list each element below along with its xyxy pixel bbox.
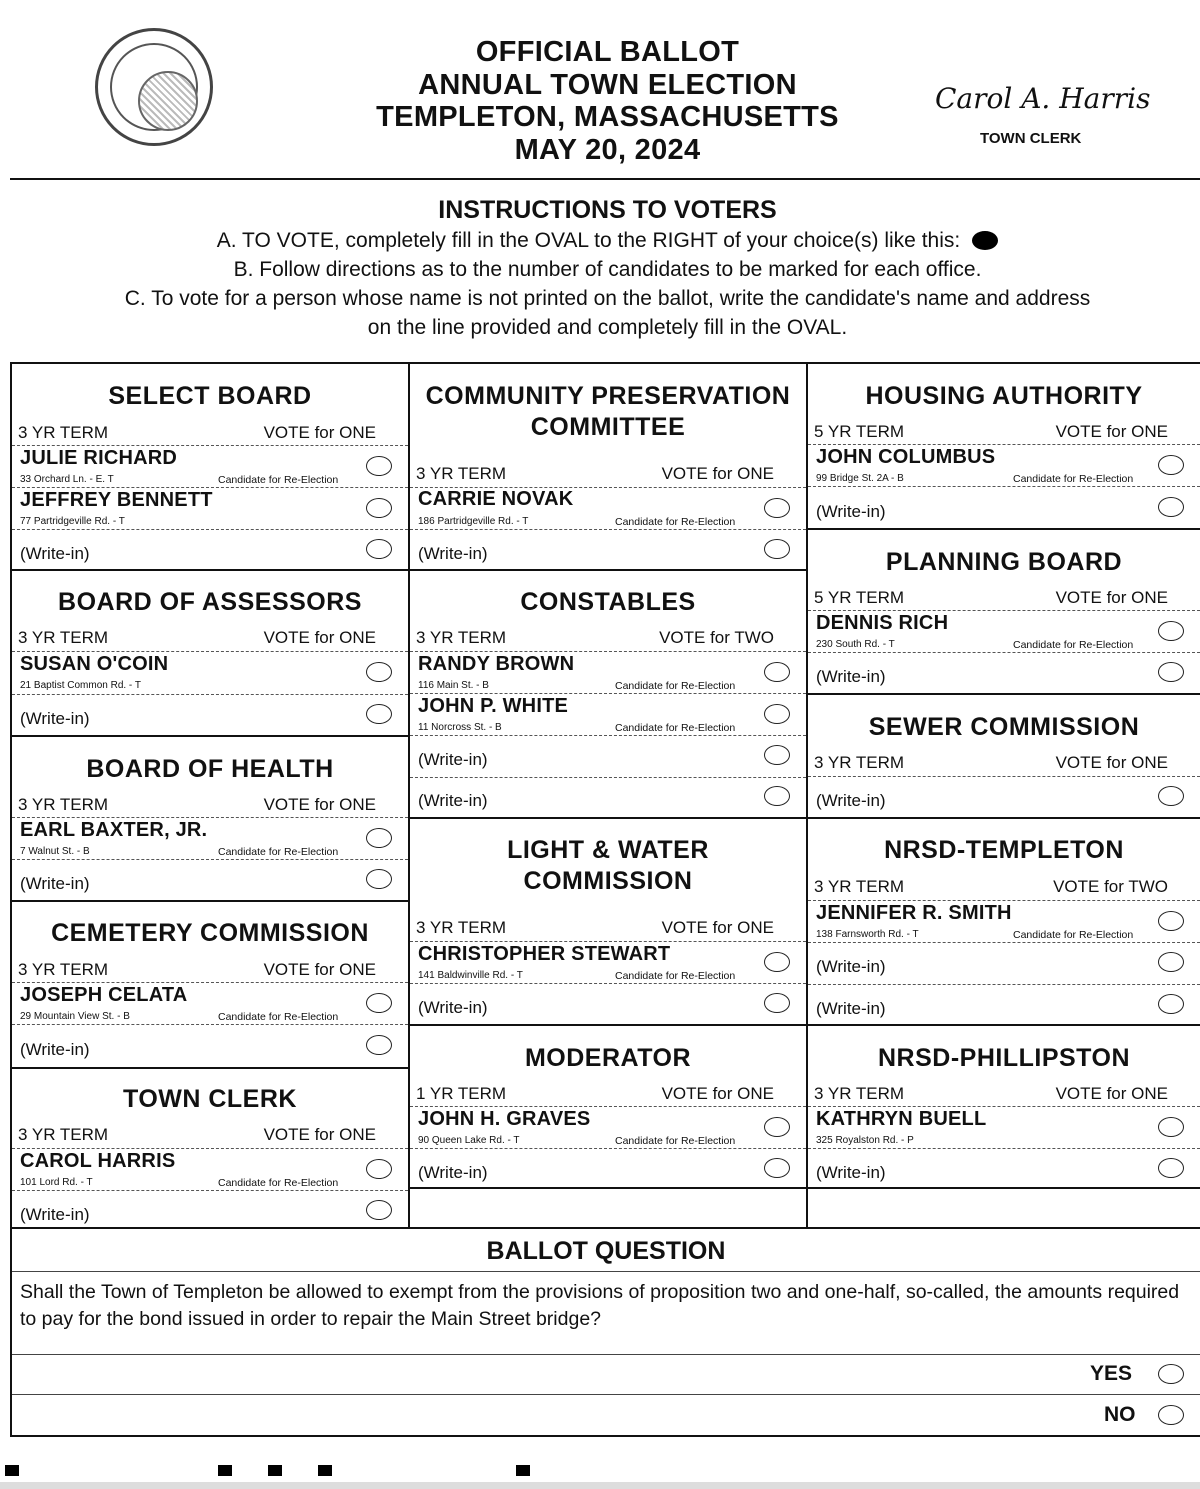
clerk-signature: Carol A. Harris bbox=[935, 82, 1151, 115]
instruction-c: C. To vote for a person whose name is not printed on the ballot, write the candidate's name and address bbox=[124, 287, 1091, 310]
yes-label: YES bbox=[1090, 1362, 1133, 1385]
write-in-oval[interactable] bbox=[1158, 1158, 1184, 1178]
term-label: 3 YR TERM bbox=[18, 960, 109, 979]
reelection-note: Candidate for Re-Election bbox=[615, 970, 736, 982]
office-light-water-commission bbox=[410, 819, 806, 1026]
vote-oval[interactable] bbox=[366, 993, 392, 1013]
office-title: BOARD OF ASSESSORS bbox=[58, 588, 362, 616]
candidate-address: 33 Orchard Ln. - E. T bbox=[20, 474, 114, 485]
office-title-cont: COMMITTEE bbox=[530, 413, 686, 441]
write-in-label[interactable]: (Write-in) bbox=[20, 709, 90, 728]
ballot-question bbox=[10, 1227, 1200, 1437]
write-in-label[interactable]: (Write-in) bbox=[418, 791, 488, 810]
ballot-header bbox=[0, 0, 1200, 180]
vote-count: VOTE for ONE bbox=[661, 918, 774, 937]
vote-count: VOTE for ONE bbox=[263, 795, 376, 814]
vote-oval[interactable] bbox=[764, 952, 790, 972]
office-moderator bbox=[410, 1026, 806, 1189]
vote-oval[interactable] bbox=[1158, 621, 1184, 641]
write-in-label[interactable]: (Write-in) bbox=[418, 544, 488, 563]
reelection-note: Candidate for Re-Election bbox=[1013, 929, 1134, 941]
write-in-label[interactable]: (Write-in) bbox=[20, 1205, 90, 1224]
candidate-name: SUSAN O'COIN bbox=[20, 653, 169, 675]
office-sewer-commission bbox=[808, 695, 1200, 819]
write-in-label[interactable]: (Write-in) bbox=[816, 999, 886, 1018]
term-label: 3 YR TERM bbox=[18, 423, 109, 442]
term-label: 3 YR TERM bbox=[18, 795, 109, 814]
office-cemetery-commission bbox=[12, 902, 408, 1069]
reelection-note: Candidate for Re-Election bbox=[218, 474, 339, 486]
vote-count: VOTE for ONE bbox=[1055, 422, 1168, 441]
reelection-note: Candidate for Re-Election bbox=[1013, 473, 1134, 485]
candidate-name: EARL BAXTER, JR. bbox=[20, 819, 208, 841]
ballot-title bbox=[330, 36, 885, 166]
candidate-name: KATHRYN BUELL bbox=[816, 1108, 987, 1130]
vote-oval[interactable] bbox=[764, 1117, 790, 1137]
write-in-oval[interactable] bbox=[366, 704, 392, 724]
office-board-of-assessors bbox=[12, 571, 408, 737]
vote-count: VOTE for ONE bbox=[263, 1125, 376, 1144]
timing-mark bbox=[516, 1465, 530, 1476]
candidate-address: 116 Main St. - B bbox=[418, 680, 489, 691]
office-community-preservation-committee bbox=[410, 364, 806, 571]
header-divider bbox=[10, 178, 1200, 180]
vote-count: VOTE for ONE bbox=[263, 628, 376, 647]
vote-oval[interactable] bbox=[366, 498, 392, 518]
vote-count: VOTE for ONE bbox=[263, 423, 376, 442]
reelection-note: Candidate for Re-Election bbox=[615, 680, 736, 692]
vote-oval[interactable] bbox=[366, 1159, 392, 1179]
office-town-clerk bbox=[12, 1069, 408, 1231]
candidate-address: 230 South Rd. - T bbox=[816, 639, 895, 650]
vote-oval[interactable] bbox=[764, 704, 790, 724]
write-in-label[interactable]: (Write-in) bbox=[816, 667, 886, 686]
vote-count: VOTE for TWO bbox=[659, 628, 774, 647]
write-in-oval[interactable] bbox=[1158, 662, 1184, 682]
yes-oval[interactable] bbox=[1158, 1364, 1184, 1384]
write-in-oval[interactable] bbox=[764, 993, 790, 1013]
vote-oval[interactable] bbox=[366, 456, 392, 476]
reelection-note: Candidate for Re-Election bbox=[218, 1011, 339, 1023]
candidate-address: 90 Queen Lake Rd. - T bbox=[418, 1135, 520, 1146]
title-line: OFFICIAL BALLOT bbox=[475, 36, 740, 68]
write-in-oval[interactable] bbox=[1158, 497, 1184, 517]
write-in-label[interactable]: (Write-in) bbox=[816, 957, 886, 976]
office-title: HOUSING AUTHORITY bbox=[865, 382, 1143, 410]
candidate-name: CARRIE NOVAK bbox=[418, 488, 574, 510]
reelection-note: Candidate for Re-Election bbox=[615, 516, 736, 528]
vote-count: VOTE for ONE bbox=[1055, 588, 1168, 607]
candidate-name: RANDY BROWN bbox=[418, 653, 575, 675]
term-label: 3 YR TERM bbox=[814, 1084, 905, 1103]
vote-count: VOTE for ONE bbox=[661, 464, 774, 483]
term-label: 3 YR TERM bbox=[814, 753, 905, 772]
reelection-note: Candidate for Re-Election bbox=[1013, 639, 1134, 651]
term-label: 3 YR TERM bbox=[416, 918, 507, 937]
candidate-address: 138 Farnsworth Rd. - T bbox=[816, 929, 919, 940]
term-label: 3 YR TERM bbox=[416, 628, 507, 647]
write-in-label[interactable]: (Write-in) bbox=[816, 502, 886, 521]
term-label: 3 YR TERM bbox=[416, 464, 507, 483]
candidate-name: JOSEPH CELATA bbox=[20, 984, 188, 1006]
write-in-label[interactable]: (Write-in) bbox=[418, 998, 488, 1017]
ballot-column-3 bbox=[806, 362, 1200, 1187]
ballot-column-2 bbox=[408, 362, 808, 1229]
office-select-board bbox=[12, 364, 408, 571]
term-label: 3 YR TERM bbox=[18, 1125, 109, 1144]
instruction-c-cont: on the line provided and completely fill in the OVAL. bbox=[367, 316, 848, 339]
page-edge bbox=[0, 1482, 1200, 1489]
office-housing-authority bbox=[808, 364, 1200, 530]
vote-oval[interactable] bbox=[366, 662, 392, 682]
vote-count: VOTE for ONE bbox=[1055, 753, 1168, 772]
write-in-label[interactable]: (Write-in) bbox=[20, 1040, 90, 1059]
vote-count: VOTE for ONE bbox=[263, 960, 376, 979]
filled-oval-icon bbox=[972, 231, 998, 250]
write-in-label[interactable]: (Write-in) bbox=[20, 544, 90, 563]
write-in-label[interactable]: (Write-in) bbox=[20, 874, 90, 893]
office-title: NRSD-PHILLIPSTON bbox=[878, 1044, 1130, 1072]
town-seal-icon bbox=[95, 28, 213, 146]
write-in-oval[interactable] bbox=[366, 869, 392, 889]
candidate-address: 29 Mountain View St. - B bbox=[20, 1011, 130, 1022]
write-in-label[interactable]: (Write-in) bbox=[418, 1163, 488, 1182]
office-title: PLANNING BOARD bbox=[885, 548, 1123, 576]
candidate-name: JULIE RICHARD bbox=[20, 447, 178, 469]
candidate-name: JOHN P. WHITE bbox=[418, 695, 569, 717]
no-oval[interactable] bbox=[1158, 1405, 1184, 1425]
vote-count: VOTE for ONE bbox=[661, 1084, 774, 1103]
vote-oval[interactable] bbox=[764, 662, 790, 682]
candidate-address: 141 Baldwinville Rd. - T bbox=[418, 970, 523, 981]
reelection-note: Candidate for Re-Election bbox=[218, 1177, 339, 1189]
write-in-oval[interactable] bbox=[1158, 994, 1184, 1014]
term-label: 3 YR TERM bbox=[814, 877, 905, 896]
reelection-note: Candidate for Re-Election bbox=[218, 846, 339, 858]
office-constables bbox=[410, 571, 806, 819]
office-title: SEWER COMMISSION bbox=[868, 713, 1140, 741]
office-nrsd-templeton bbox=[808, 819, 1200, 1026]
office-title: MODERATOR bbox=[524, 1044, 692, 1072]
instructions-title: INSTRUCTIONS TO VOTERS bbox=[438, 196, 777, 224]
title-line: ANNUAL TOWN ELECTION bbox=[418, 68, 797, 101]
office-planning-board bbox=[808, 530, 1200, 695]
office-title: NRSD-TEMPLETON bbox=[884, 836, 1124, 864]
office-title: BOARD OF HEALTH bbox=[86, 755, 334, 783]
office-nrsd-phillipston bbox=[808, 1026, 1200, 1189]
candidate-address: 99 Bridge St. 2A - B bbox=[816, 473, 904, 484]
office-title-cont: COMMISSION bbox=[523, 867, 693, 895]
ballot-column-1 bbox=[10, 362, 410, 1229]
write-in-label[interactable]: (Write-in) bbox=[418, 750, 488, 769]
candidate-name: DENNIS RICH bbox=[816, 612, 949, 634]
candidate-address: 101 Lord Rd. - T bbox=[20, 1177, 93, 1188]
term-label: 5 YR TERM bbox=[814, 422, 905, 441]
vote-oval[interactable] bbox=[366, 828, 392, 848]
term-label: 3 YR TERM bbox=[18, 628, 109, 647]
reelection-note: Candidate for Re-Election bbox=[615, 1135, 736, 1147]
timing-mark bbox=[318, 1465, 332, 1476]
candidate-name: CHRISTOPHER STEWART bbox=[418, 943, 671, 965]
ballot-question-title: BALLOT QUESTION bbox=[486, 1237, 726, 1265]
candidate-address: 11 Norcross St. - B bbox=[418, 722, 502, 733]
vote-oval[interactable] bbox=[764, 498, 790, 518]
write-in-oval[interactable] bbox=[764, 1158, 790, 1178]
write-in-oval[interactable] bbox=[764, 786, 790, 806]
reelection-note: Candidate for Re-Election bbox=[615, 722, 736, 734]
write-in-oval[interactable] bbox=[764, 539, 790, 559]
timing-mark bbox=[268, 1465, 282, 1476]
office-board-of-health bbox=[12, 737, 408, 902]
instruction-b: B. Follow directions as to the number of candidates to be marked for each office. bbox=[233, 258, 982, 281]
vote-oval[interactable] bbox=[1158, 455, 1184, 475]
vote-oval[interactable] bbox=[1158, 911, 1184, 931]
timing-mark bbox=[218, 1465, 232, 1476]
candidate-name: JOHN H. GRAVES bbox=[418, 1108, 591, 1130]
ballot-question-text: Shall the Town of Templeton be allowed to exempt from the provisions of proposition two and one-half, so-called, the amounts required to pay for the bond issued in order to repair the Main Street bridge? bbox=[20, 1281, 1180, 1330]
office-title: SELECT BOARD bbox=[108, 382, 312, 410]
timing-mark bbox=[5, 1465, 19, 1476]
title-line: TEMPLETON, MASSACHUSETTS bbox=[376, 101, 839, 133]
vote-count: VOTE for TWO bbox=[1053, 877, 1168, 896]
candidate-address: 21 Baptist Common Rd. - T bbox=[20, 680, 141, 691]
candidate-name: JOHN COLUMBUS bbox=[816, 446, 996, 468]
write-in-oval[interactable] bbox=[366, 539, 392, 559]
office-title: CEMETERY COMMISSION bbox=[51, 919, 369, 947]
office-title: COMMUNITY PRESERVATION bbox=[425, 382, 791, 410]
write-in-oval[interactable] bbox=[366, 1035, 392, 1055]
candidate-name: CAROL HARRIS bbox=[20, 1150, 176, 1172]
vote-oval[interactable] bbox=[1158, 1117, 1184, 1137]
write-in-oval[interactable] bbox=[1158, 952, 1184, 972]
instruction-a: A. TO VOTE, completely fill in the OVAL to the RIGHT of your choice(s) like this: bbox=[0, 229, 1200, 253]
no-label: NO bbox=[1104, 1403, 1136, 1426]
candidate-name: JENNIFER R. SMITH bbox=[816, 902, 1012, 924]
candidate-address: 186 Partridgeville Rd. - T bbox=[418, 516, 529, 527]
write-in-label[interactable]: (Write-in) bbox=[816, 791, 886, 810]
candidate-address: 325 Royalston Rd. - P bbox=[816, 1135, 914, 1146]
term-label: 1 YR TERM bbox=[416, 1084, 507, 1103]
candidate-address: 77 Partridgeville Rd. - T bbox=[20, 516, 125, 527]
write-in-oval[interactable] bbox=[366, 1200, 392, 1220]
write-in-label[interactable]: (Write-in) bbox=[816, 1163, 886, 1182]
term-label: 5 YR TERM bbox=[814, 588, 905, 607]
office-title: TOWN CLERK bbox=[123, 1085, 297, 1113]
office-title: CONSTABLES bbox=[520, 588, 696, 616]
candidate-address: 7 Walnut St. - B bbox=[20, 846, 90, 857]
write-in-oval[interactable] bbox=[764, 745, 790, 765]
clerk-title: TOWN CLERK bbox=[980, 130, 1082, 147]
candidate-name: JEFFREY BENNETT bbox=[20, 489, 213, 511]
vote-count: VOTE for ONE bbox=[1055, 1084, 1168, 1103]
title-line: MAY 20, 2024 bbox=[514, 133, 701, 166]
office-title: LIGHT & WATER bbox=[507, 836, 709, 864]
write-in-oval[interactable] bbox=[1158, 786, 1184, 806]
